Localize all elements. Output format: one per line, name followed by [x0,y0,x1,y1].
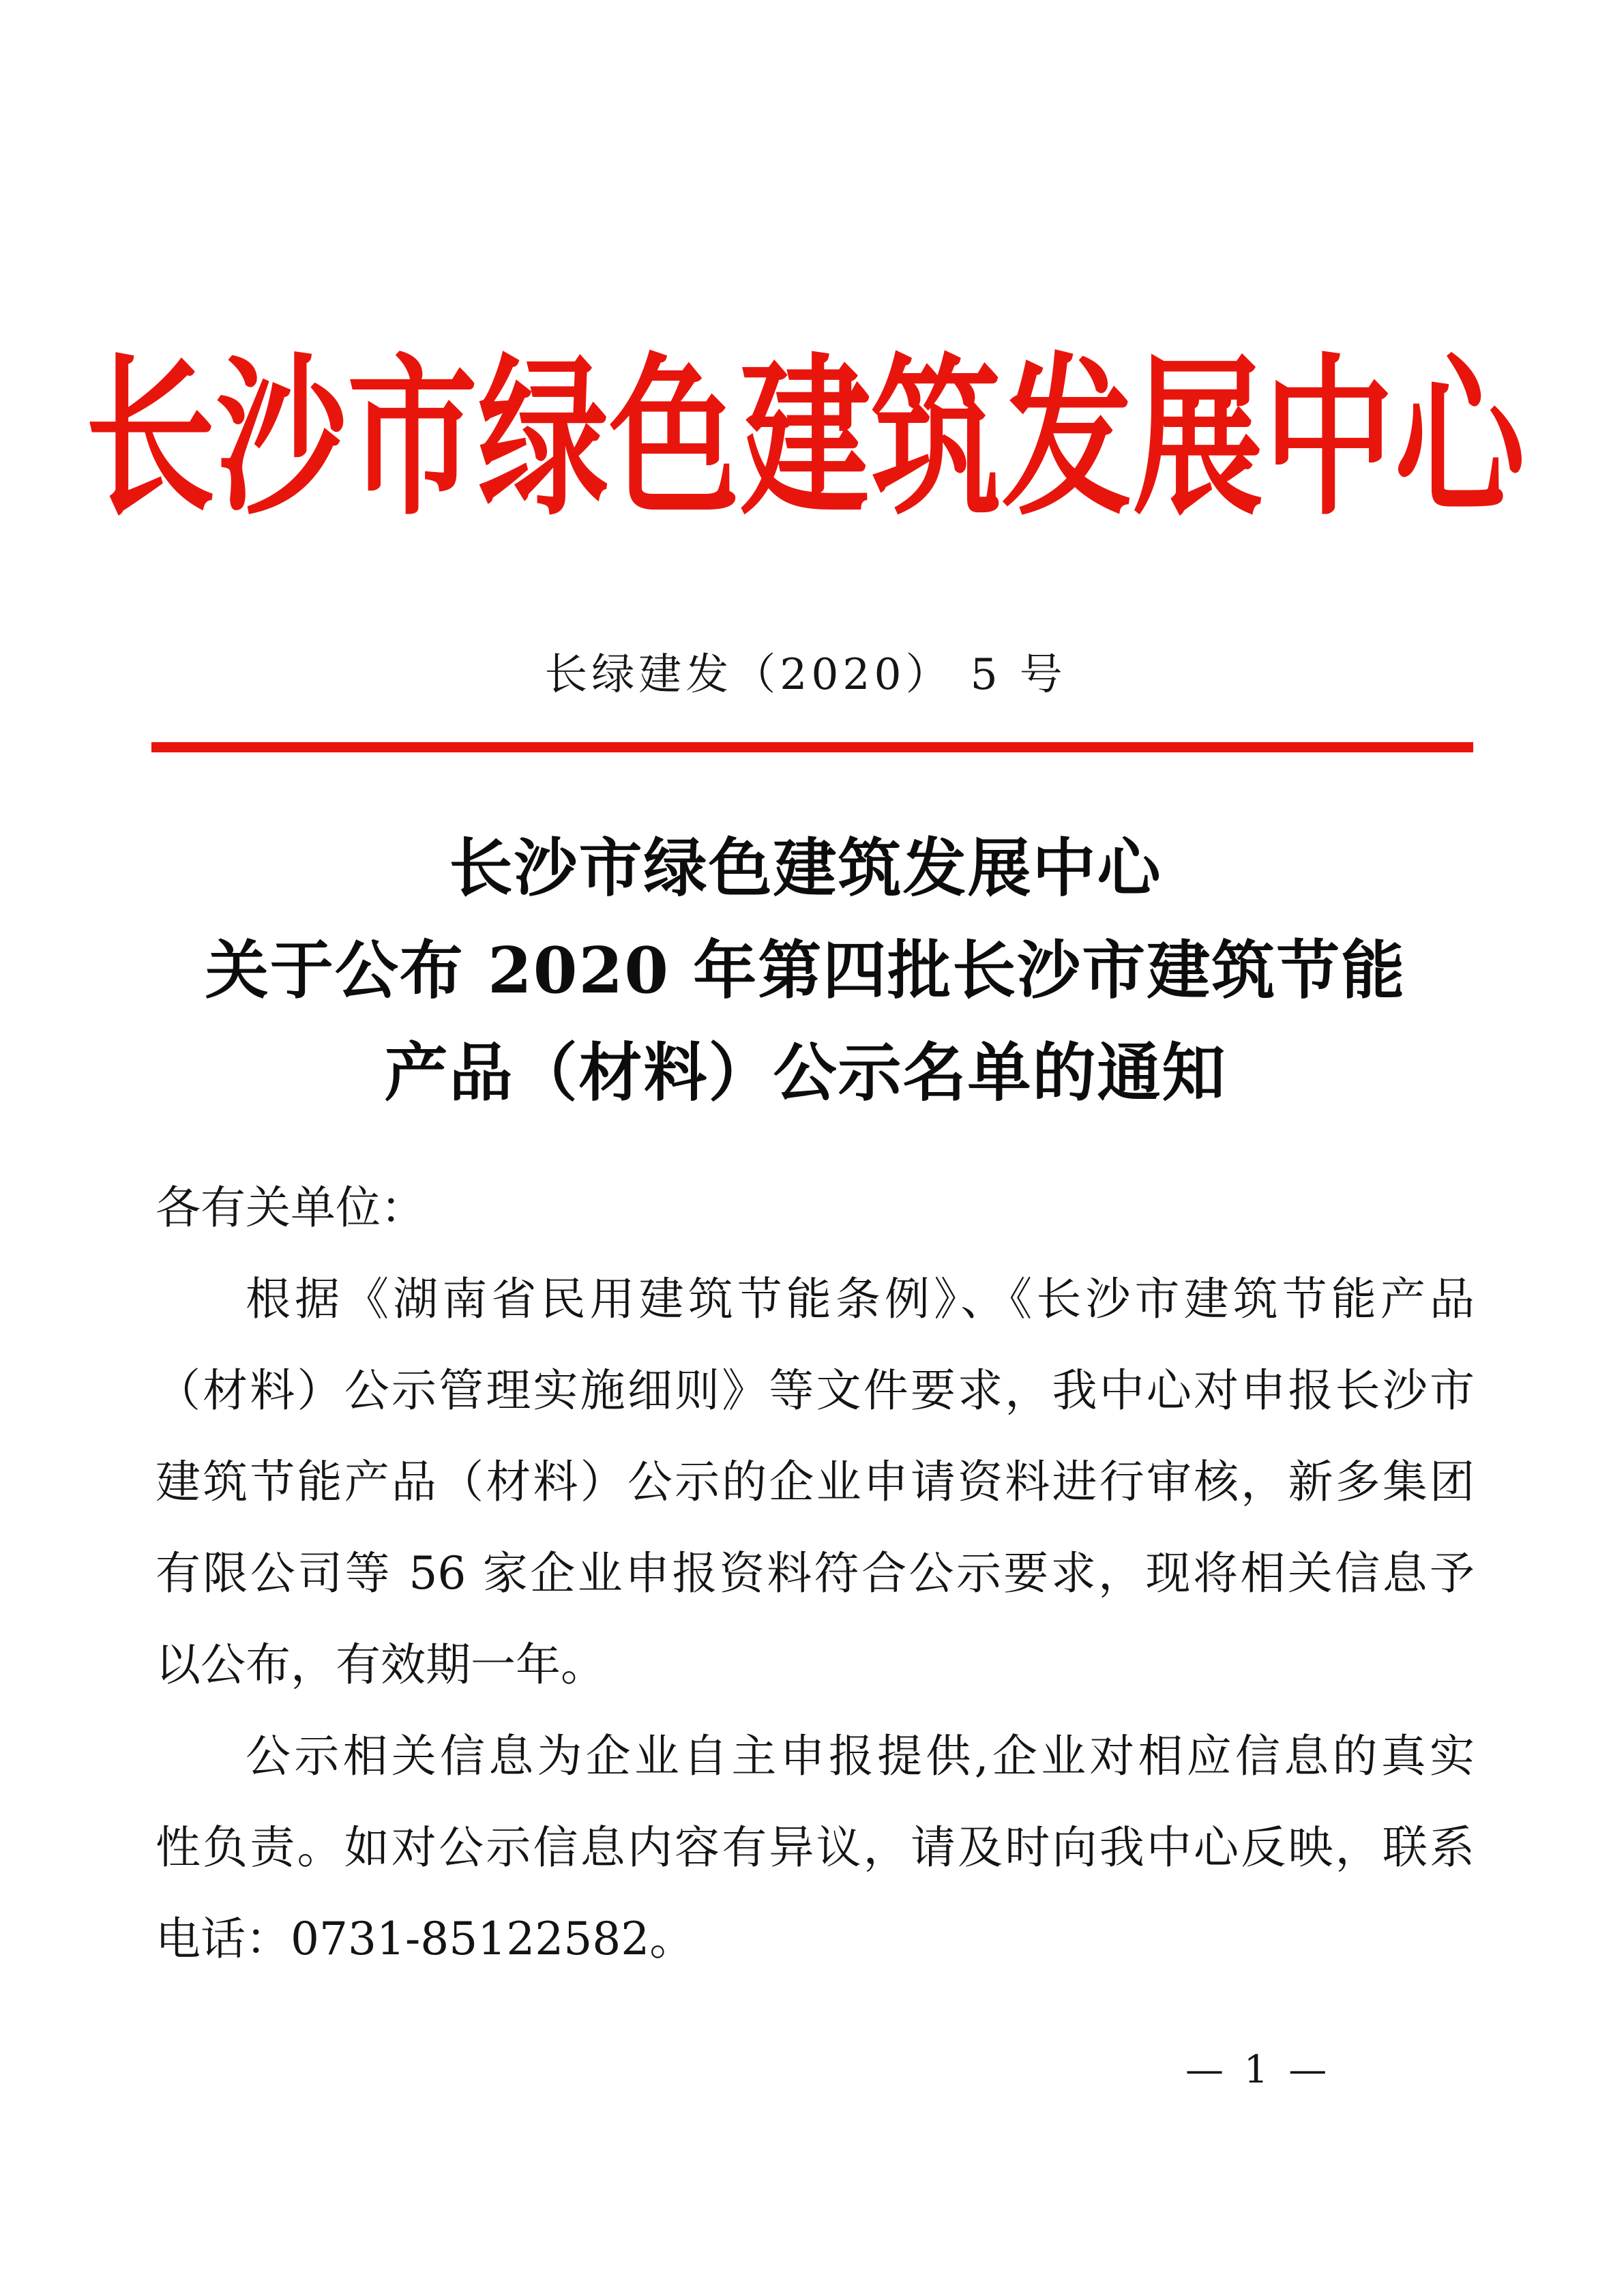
document-title-line-1: 长沙市绿色建筑发展中心 [449,831,1162,905]
document-reference-number: 长绿建发（2020） 5 号 [544,649,1067,699]
body-line: 性负责。如对公示信息内容有异议，请及时向我中心反映，联系 [156,1821,1475,1874]
body-line: （材料）公示管理实施细则》等文件要求，我中心对申报长沙市 [156,1364,1475,1417]
letterhead-red-rule [151,742,1473,752]
document-body [156,1162,1475,1985]
document-title-line-2: 关于公布 2020 年第四批长沙市建筑节能 [205,933,1406,1007]
body-line: 根据《湖南省民用建筑节能条例》、《长沙市建筑节能产品 [246,1273,1475,1325]
body-line: 建筑节能产品（材料）公示的企业申请资料进行审核，新多集团 [156,1456,1475,1508]
salutation: 各有关单位： [156,1181,426,1234]
letterhead-org-name [0,338,1611,540]
body-line: 公示相关信息为企业自主申报提供,企业对相应信息的真实 [246,1730,1475,1782]
document-title [0,817,1611,1124]
page-number: — 1 — [1185,2048,1331,2092]
letterhead-org-name-text: 长沙市绿色建筑发展中心 [85,338,1526,540]
body-line: 有限公司等 56 家企业申报资料符合公示要求，现将相关信息予 [156,1547,1475,1600]
body-line: 电话：0731-85122582。 [156,1913,695,1965]
body-line: 以公布，有效期一年。 [156,1638,606,1691]
document-title-line-3: 产品（材料）公示名单的通知 [384,1035,1227,1110]
